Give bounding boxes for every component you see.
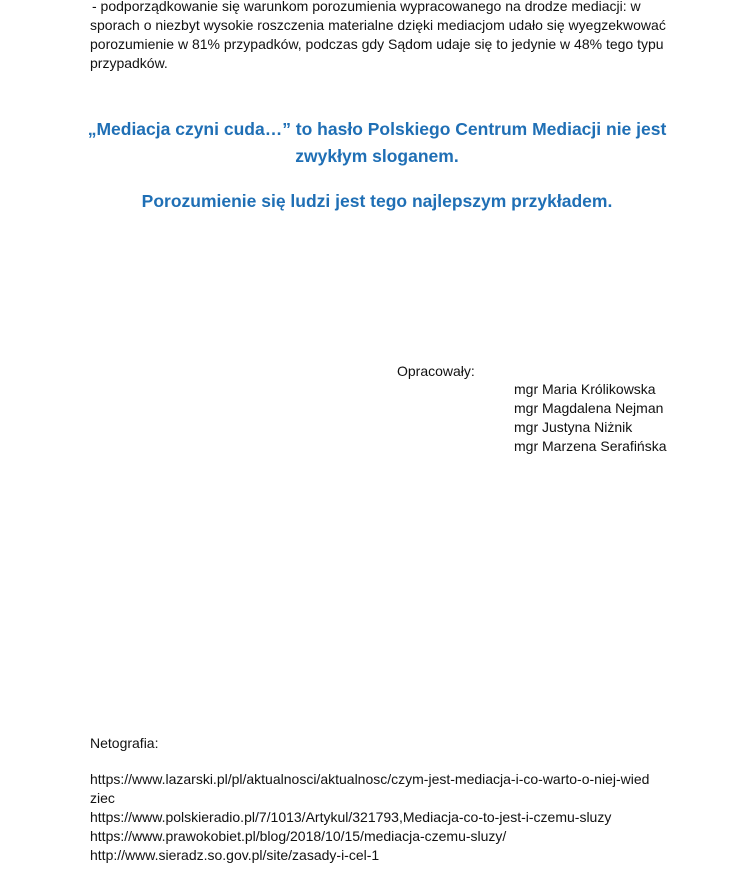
authors-list	[514, 380, 667, 456]
slogan-conclusion: Porozumienie się ludzi jest tego najlepszym przykładem.	[141, 191, 613, 211]
source-link[interactable]: https://www.lazarski.pl/pl/aktualnosci/aktualnosc/czym-jest-mediacja-i-co-warto-o-niej-wiedziec	[90, 771, 650, 806]
author-name: mgr Marzena Serafińska	[514, 438, 667, 454]
slogan-quote: „Mediacja czyni cuda…” to hasło Polskiego Centrum Mediacji nie jest zwykłym sloganem.	[87, 119, 667, 166]
source-link[interactable]: https://www.prawokobiet.pl/blog/2018/10/15/mediacja-czemu-sluzy/	[90, 828, 507, 844]
source-link[interactable]: https://www.polskieradio.pl/7/1013/Artykul/321793,Mediacja-co-to-jest-i-czemu-sluzy	[90, 809, 612, 825]
netography-label: Netografia:	[90, 735, 159, 751]
author-name: mgr Justyna Niżnik	[514, 419, 633, 435]
body-paragraph: - podporządkowanie się warunkom porozumienia wypracowanego na drodze mediacji: w sporach o niezbyt wysokie roszczenia materialne dzięki mediacjom udało się wyegzekwować porozumienie w 81% przypadków, podczas gdy Sądom udaje się to jedynie w 48% tego typu przypadków.	[90, 0, 666, 71]
netography-list	[90, 770, 650, 865]
author-name: mgr Magdalena Nejman	[514, 400, 664, 416]
author-name: mgr Maria Królikowska	[514, 381, 656, 397]
prepared-by-label: Opracowały:	[397, 363, 475, 379]
source-link[interactable]: http://www.sieradz.so.gov.pl/site/zasady-i-cel-1	[90, 847, 380, 863]
